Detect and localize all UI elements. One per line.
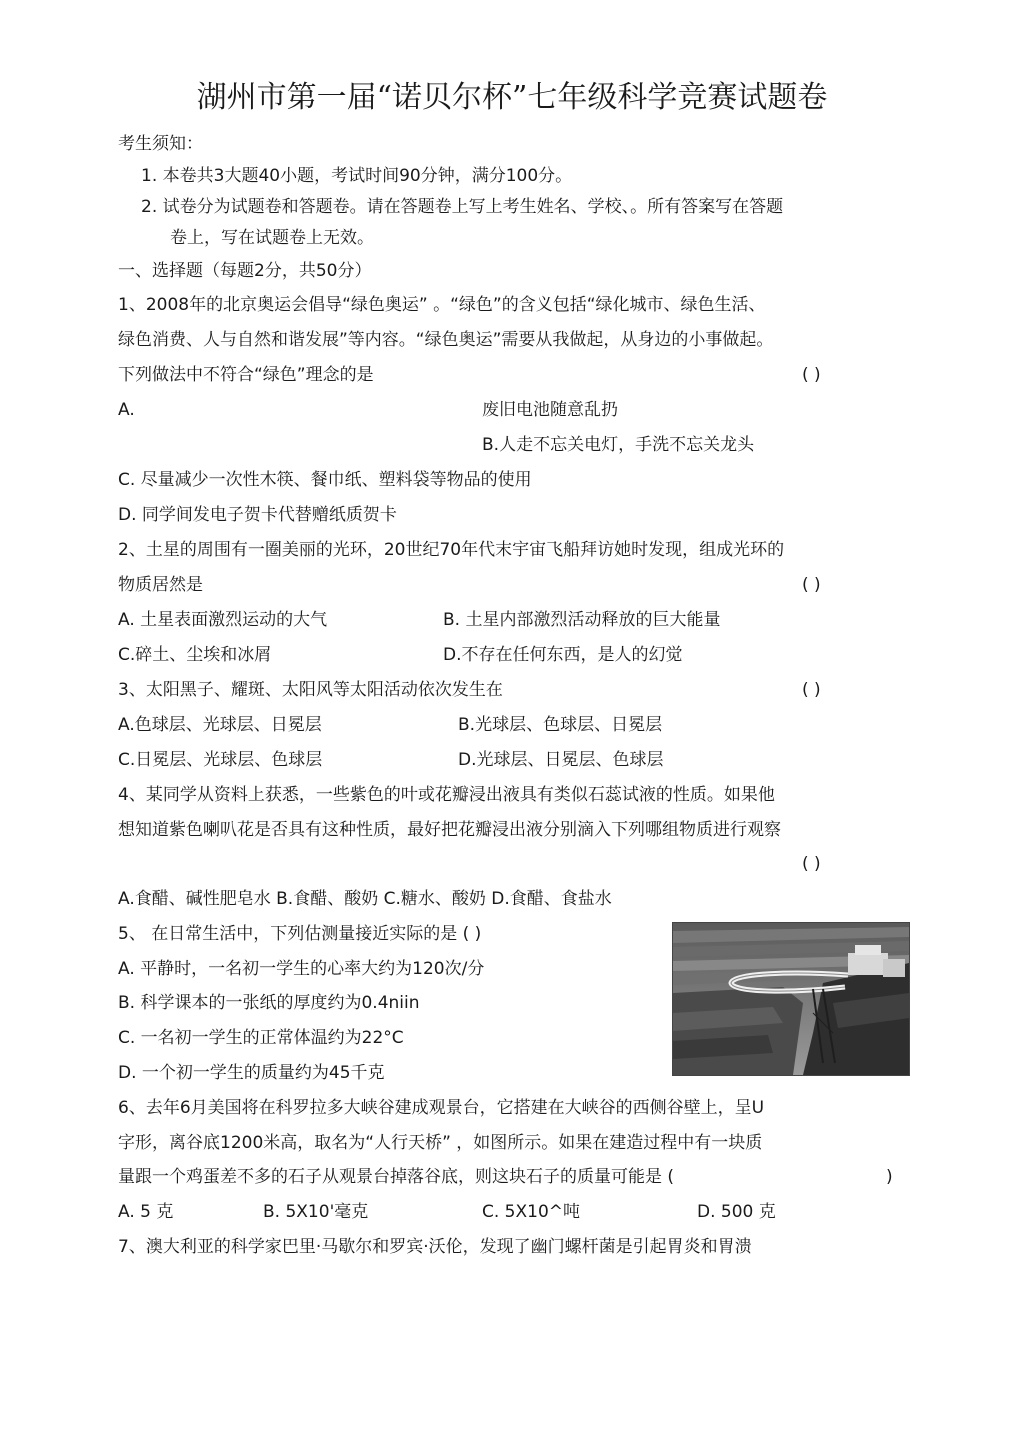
option-d: D. 同学间发电子贺卡代替赠纸质贺卡 [118,505,397,525]
question-5-line-1: 5、 在日常生活中，下列估测量接近实际的是 ( ) [118,924,482,944]
option-c: C.日冕层、光球层、色球层 [118,750,323,770]
option-a: A. 土星表面激烈运动的大气 [118,610,328,630]
question-1-line-2: 绿色消费、人与自然和谐发展”等内容。“绿色奥运”需要从我做起，从身边的小事做起。 [118,330,774,350]
option-d: D. 一个初一学生的质量约为45千克 [118,1063,385,1083]
option-b: B. 科学课本的一张纸的厚度约为0.4niin [118,993,420,1013]
option-b: B. 土星内部激烈活动释放的巨大能量 [443,610,721,630]
option-a: A.色球层、光球层、日冕层 [118,715,322,735]
option-b: B.人走不忘关电灯，手洗不忘关龙头 [482,435,755,455]
option-c: C.碎土、尘埃和冰屑 [118,645,272,665]
question-6-line-3: 量跟一个鸡蛋差不多的石子从观景台掉落谷底，则这块石子的质量可能是 ( [118,1167,675,1187]
question-7-line-1: 7、澳大利亚的科学家巴里·马歇尔和罗宾·沃伦，发现了幽门螺杆菌是引起胃炎和胃溃 [118,1237,752,1257]
answer-paren: ( ) [802,575,821,595]
answer-paren: ( ) [802,365,821,385]
question-2-line-1: 2、土星的周围有一圈美丽的光环，20世纪70年代末宇宙飞船拜访她时发现，组成光环的 [118,540,785,560]
option-a: A. 平静时，一名初一学生的心率大约为120次/分 [118,959,485,979]
answer-paren-close: ) [886,1167,893,1187]
question-4-line-2: 想知道紫色喇叭花是否具有这种性质，最好把花瓣浸出液分别滴入下列哪组物质进行观察 [118,820,781,840]
page-title: 湖州市第一届“诺贝尔杯”七年级科学竞赛试题卷 [196,80,828,115]
option-b: B.光球层、色球层、日冕层 [458,715,663,735]
option-d: D.不存在任何东西，是人的幻觉 [443,645,683,665]
notice-item-1: 1. 本卷共3大题40小题，考试时间90分钟，满分100分。 [141,166,573,186]
question-1-line-1: 1、2008年的北京奥运会倡导“绿色奥运” 。“绿色”的含义包括“绿化城市、绿色生活、 [118,295,766,315]
notice-item-2: 2. 试卷分为试题卷和答题卷。请在答题卷上写上考生姓名、学校、。所有答案写在答题 [141,197,784,217]
option-a: 废旧电池随意乱扔 [482,400,618,420]
question-6-line-1: 6、去年6月美国将在科罗拉多大峡谷建成观景台，它搭建在大峡谷的西侧谷壁上，呈U [118,1098,765,1118]
option-d: D. 500 克 [697,1202,776,1222]
question-6-line-2: 字形，离谷底1200米高，取名为“人行天桥” ，如图所示。如果在建造过程中有一块质 [118,1133,763,1153]
option-c: C. 5X10^吨 [482,1202,581,1222]
option-d: D.光球层、日冕层、色球层 [458,750,664,770]
section-heading: 一、选择题（每题2分，共50分） [118,261,372,281]
question-4-options: A.食醋、碱性肥皂水 B.食醋、酸奶 C.糖水、酸奶 D.食醋、食盐水 [118,889,612,909]
answer-paren: ( ) [802,680,821,700]
option-c: C. 一名初一学生的正常体温约为22°C [118,1028,404,1048]
question-3-line-1: 3、太阳黑子、耀斑、太阳风等太阳活动依次发生在 [118,680,503,700]
notice-heading: 考生须知： [118,134,203,154]
question-4-line-1: 4、某同学从资料上获悉，一些紫色的叶或花瓣浸出液具有类似石蕊试液的性质。如果他 [118,785,775,805]
option-label: A. [118,400,135,420]
option-b: B. 5X10'毫克 [263,1202,369,1222]
answer-paren: ( ) [802,854,821,874]
notice-item-2-cont: 卷上，写在试题卷上无效。 [170,228,374,248]
option-a: A. 5 克 [118,1202,174,1222]
grand-canyon-skywalk-photo [672,922,910,1076]
option-c: C. 尽量减少一次性木筷、餐巾纸、塑料袋等物品的使用 [118,470,532,490]
question-2-line-2: 物质居然是 [118,575,203,595]
question-1-line-3: 下列做法中不符合“绿色”理念的是 [118,365,374,385]
